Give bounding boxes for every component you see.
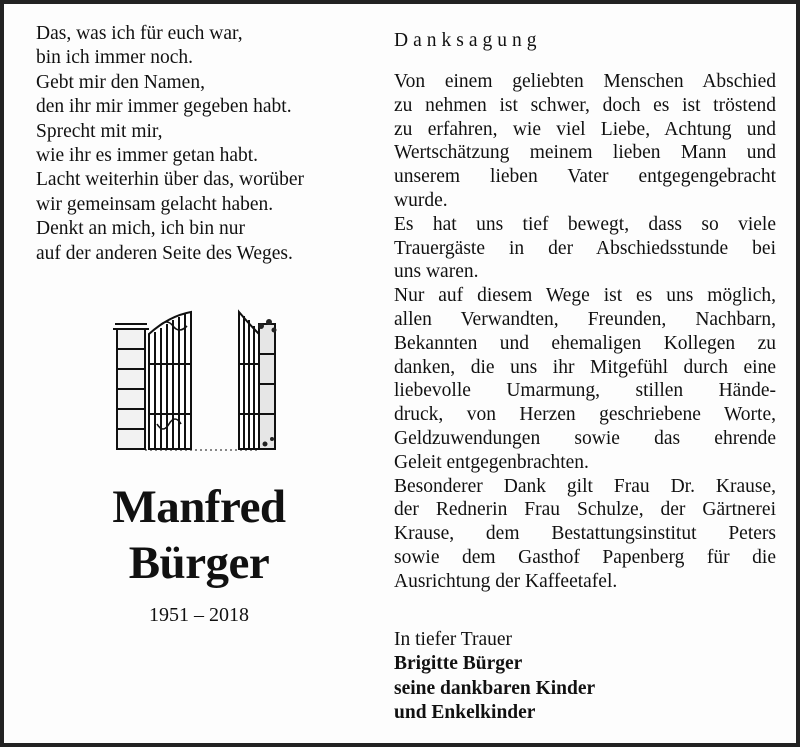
poem-line: Lacht weiterhin über das, worüber (36, 169, 305, 191)
deceased-last-name: Bürger (128, 537, 270, 589)
thanks-line: Bekannten und ehemaligen Kollegen zu (394, 332, 776, 354)
closing (394, 628, 776, 726)
thanks-line: uns waren. (394, 261, 479, 283)
poem (36, 22, 366, 266)
signer: seine dankbaren Kinder (394, 677, 596, 699)
thanks-line: Geleit entgegenbrachten. (394, 451, 589, 473)
signer: und Enkelkinder (394, 702, 536, 724)
signer: Brigitte Bürger (394, 653, 523, 675)
thanks-line: Wertschätzung meinem lieben Mann und (394, 142, 776, 164)
thanks-line: Krause, dem Bestattungsinstitut Peters (394, 523, 776, 545)
thanks-line: Nur auf diesem Wege ist es uns möglich, (394, 285, 776, 307)
thanks-line: Trauergäste in der Abschiedsstunde bei (394, 237, 776, 259)
thanks-heading: Danksagung (394, 30, 542, 51)
poem-line: Gebt mir den Namen, (36, 71, 205, 93)
poem-line: Denkt an mich, ich bin nur (36, 218, 246, 240)
thanks-line: Geldzuwendungen sowie das ehrende (394, 427, 776, 449)
thanks-line: sowie dem Gasthof Papenberg für die (394, 546, 776, 568)
thanks-line: liebevolle Umarmung, stillen Hände- (394, 380, 776, 402)
thanks-section (394, 30, 776, 594)
thanks-line: der Rednerin Frau Schulze, der Gärtnerei (394, 499, 776, 521)
closing-intro: In tiefer Trauer (394, 629, 513, 650)
thanks-line: Besonderer Dank gilt Frau Dr. Krause, (394, 475, 776, 497)
thanks-line: wurde. (394, 189, 448, 211)
life-dates: 1951 – 2018 (149, 604, 249, 626)
poem-line: auf der anderen Seite des Weges. (36, 242, 293, 264)
thanks-line: druck, von Herzen geschriebene Worte, (394, 404, 776, 426)
thanks-line: Es hat uns tief bewegt, dass so viele (394, 213, 776, 235)
poem-line: Das, was ich für euch war, (36, 23, 243, 44)
poem-line: bin ich immer noch. (36, 47, 194, 69)
poem-line: wir gemeinsam gelacht haben. (36, 193, 274, 215)
thanks-line: zu erfahren, wie viel Liebe, Achtung und (394, 118, 776, 140)
poem-line: Sprecht mit mir, (36, 120, 163, 142)
thanks-line: Von einem geliebten Menschen Abschied (394, 71, 776, 92)
thanks-line: zu nehmen ist schwer, doch es ist tröstend (394, 94, 776, 116)
thanks-line: Ausrichtung der Kaffeetafel. (394, 570, 618, 592)
thanks-line: danken, die uns ihr Mitgefühl durch eine (394, 356, 776, 378)
thanks-line: allen Verwandten, Freunden, Nachbarn, (394, 308, 776, 330)
thanks-line: unserem lieben Vater entgegengebracht (394, 166, 776, 188)
poem-line: den ihr mir immer gegeben habt. (36, 96, 292, 118)
thanks-text (394, 70, 776, 594)
poem-line: wie ihr es immer getan habt. (36, 145, 259, 167)
deceased-first-name: Manfred (112, 481, 286, 533)
open-gate-illustration (109, 304, 279, 459)
